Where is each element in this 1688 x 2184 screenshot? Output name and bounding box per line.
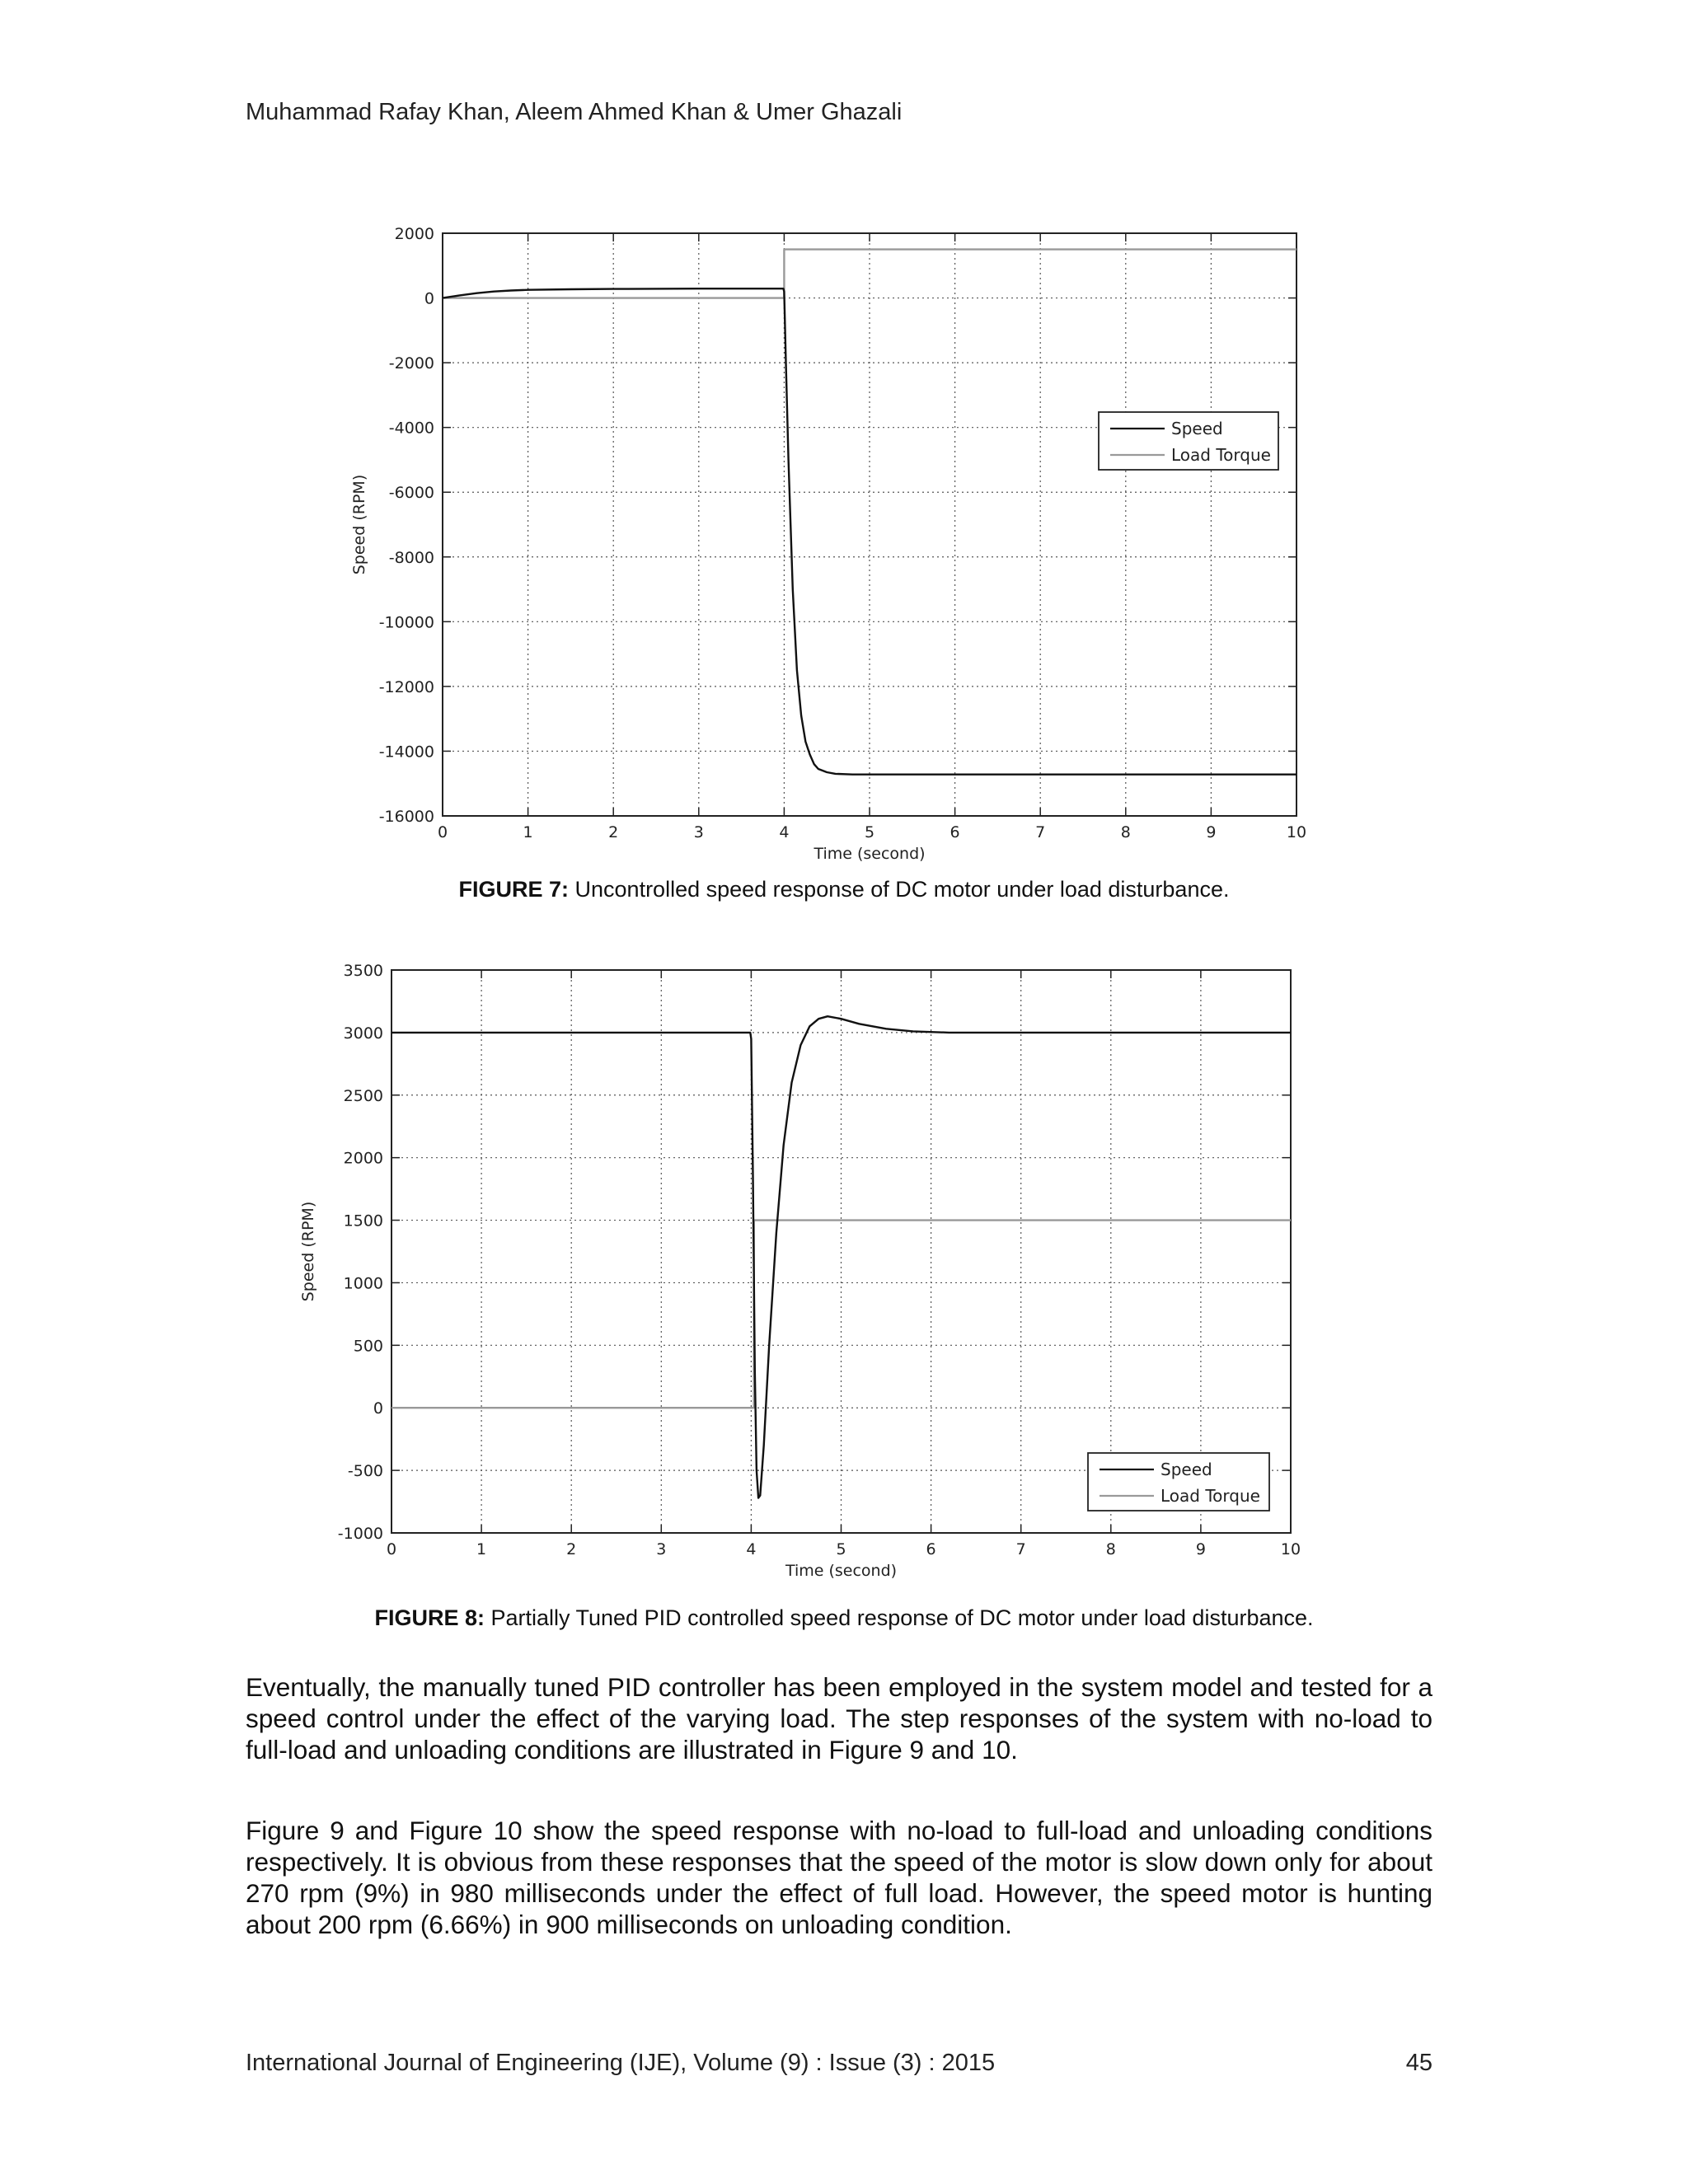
figure-8-caption-text: Partially Tuned PID controlled speed response of DC motor under load disturbance. xyxy=(484,1605,1314,1630)
y-tick-label: -4000 xyxy=(388,419,434,438)
y-tick-label: 2500 xyxy=(343,1086,383,1105)
y-tick-label: -16000 xyxy=(378,808,434,826)
x-tick-label: 1 xyxy=(476,1540,487,1558)
y-tick-label: 1000 xyxy=(343,1274,383,1293)
y-tick-label: -14000 xyxy=(378,743,434,762)
y-tick-label: 0 xyxy=(424,289,434,308)
figure-8-caption xyxy=(0,1605,1688,1631)
y-tick-label: -12000 xyxy=(378,677,434,696)
legend-label: Load Torque xyxy=(1171,445,1271,465)
x-tick-label: 5 xyxy=(864,823,875,841)
x-tick-label: 3 xyxy=(656,1540,667,1558)
figure-7-caption-text: Uncontrolled speed response of DC motor under load disturbance. xyxy=(569,877,1230,902)
legend-label: Load Torque xyxy=(1160,1486,1260,1506)
y-tick-label: -6000 xyxy=(388,484,434,503)
x-axis-label: Time (second) xyxy=(785,1562,898,1580)
legend-label: Speed xyxy=(1171,419,1223,438)
x-tick-label: 2 xyxy=(608,823,619,841)
y-tick-label: -2000 xyxy=(388,354,434,373)
x-tick-label: 3 xyxy=(693,823,704,841)
y-tick-label: 0 xyxy=(373,1399,383,1418)
paragraph-2: Figure 9 and Figure 10 show the speed response with no-load to full-load and unloading conditions respectively. It is obvious from these responses that the speed of the motor is slow down only for about 270 rpm (9%) in 980 milliseconds under the effect of full load. However, the speed motor is hunting about 200 rpm (6.66%) in 900 milliseconds on unloading condition. xyxy=(246,1816,1432,1939)
x-tick-label: 2 xyxy=(566,1540,577,1558)
y-tick-label: 3000 xyxy=(343,1024,383,1043)
x-tick-label: 5 xyxy=(836,1540,846,1558)
paragraph-1: Eventually, the manually tuned PID controller has been employed in the system model and tested for a speed control under the effect of the varying load. The step responses of the system with no-load to full-load and unloading conditions are illustrated in Figure 9 and 10. xyxy=(246,1672,1432,1765)
x-tick-label: 7 xyxy=(1015,1540,1026,1558)
y-tick-label: 3500 xyxy=(343,962,383,980)
y-tick-label: -1000 xyxy=(337,1525,383,1543)
footer-journal: International Journal of Engineering (IJE), Volume (9) : Issue (3) : 2015 xyxy=(246,2050,996,2076)
x-tick-label: 9 xyxy=(1195,1540,1206,1558)
x-tick-label: 6 xyxy=(950,823,960,841)
x-tick-label: 10 xyxy=(1286,823,1307,841)
y-tick-label: 2000 xyxy=(343,1149,383,1168)
x-tick-label: 1 xyxy=(523,823,533,841)
running-header: Muhammad Rafay Khan, Aleem Ahmed Khan & Umer Ghazali xyxy=(246,99,903,125)
x-tick-label: 8 xyxy=(1120,823,1131,841)
x-axis-label: Time (second) xyxy=(814,845,926,863)
x-tick-label: 8 xyxy=(1105,1540,1116,1558)
x-tick-label: 4 xyxy=(746,1540,757,1558)
x-tick-label: 10 xyxy=(1280,1540,1301,1558)
figure-8-caption-label: FIGURE 8: xyxy=(374,1605,485,1630)
figure-7-caption-label: FIGURE 7: xyxy=(458,877,570,902)
y-tick-label: -10000 xyxy=(378,613,434,632)
x-tick-label: 0 xyxy=(386,1540,397,1558)
legend-label: Speed xyxy=(1160,1460,1212,1479)
y-tick-label: -8000 xyxy=(388,548,434,567)
y-tick-label: 1500 xyxy=(343,1212,383,1230)
y-tick-label: 2000 xyxy=(394,225,434,243)
y-axis-label: Speed (RPM) xyxy=(350,474,368,575)
x-tick-label: 7 xyxy=(1035,823,1046,841)
x-tick-label: 0 xyxy=(437,823,448,841)
x-tick-label: 6 xyxy=(926,1540,936,1558)
x-tick-label: 9 xyxy=(1206,823,1217,841)
y-tick-label: -500 xyxy=(347,1462,383,1481)
y-tick-label: 500 xyxy=(353,1337,383,1356)
x-tick-label: 4 xyxy=(779,823,790,841)
y-axis-label: Speed (RPM) xyxy=(299,1201,317,1302)
footer-page-number: 45 xyxy=(1405,2050,1432,2076)
